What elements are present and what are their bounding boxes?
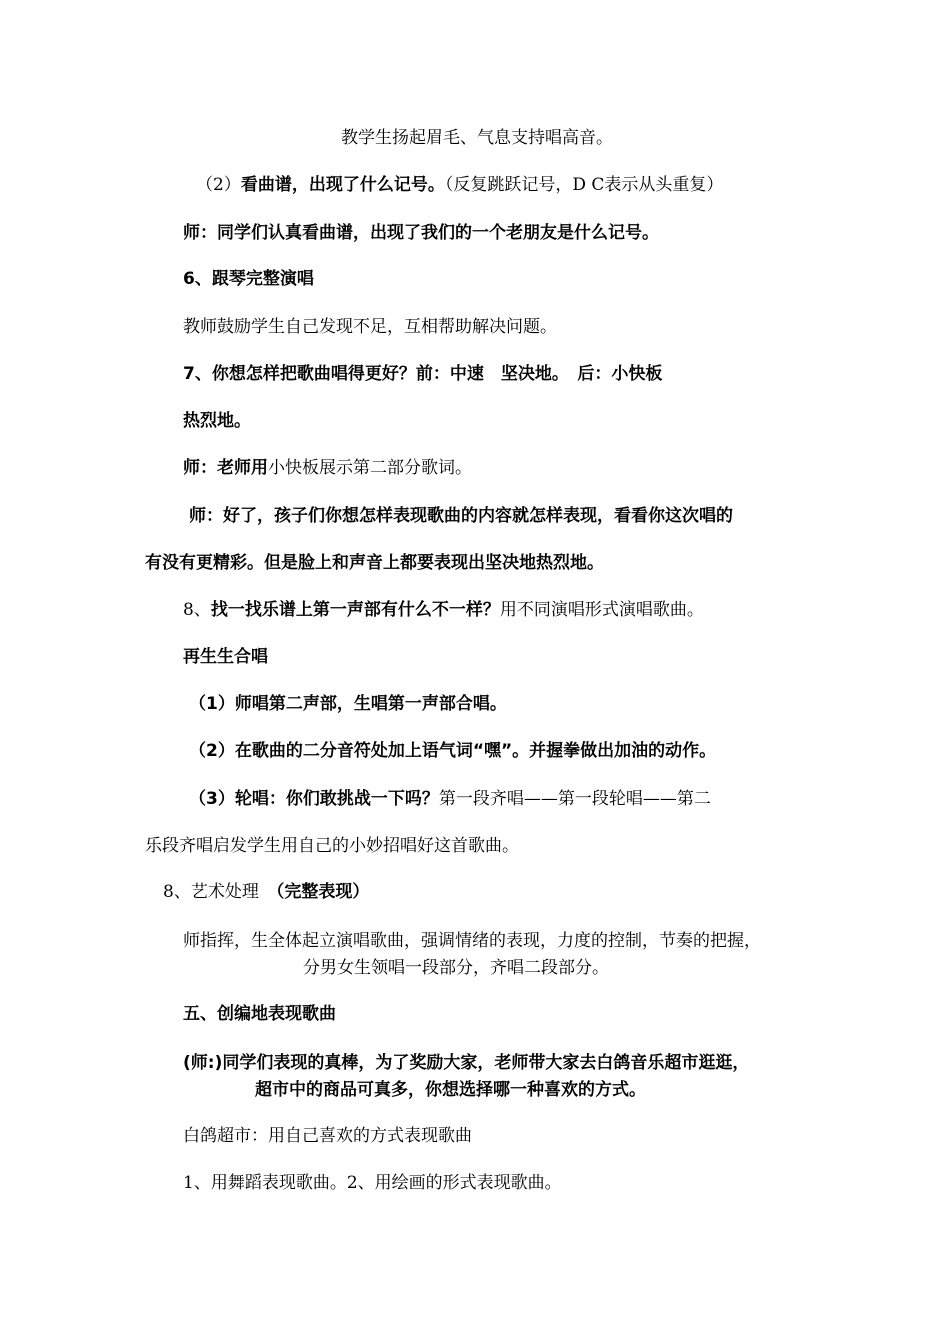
plain-text: 用不同演唱形式演唱歌曲。 bbox=[499, 600, 704, 620]
bold-text: 看曲谱，出现了什么记号。 bbox=[240, 175, 445, 195]
paragraph-line: 乐段齐唱启发学生用自己的小妙招唱好这首歌曲。 bbox=[145, 836, 519, 856]
paragraph-line: 再生生合唱 bbox=[183, 647, 268, 667]
bold-text: （完整表现） bbox=[275, 882, 370, 902]
paragraph-line: 有没有更精彩。但是脸上和声音上都要表现出坚决地热烈地。 bbox=[145, 553, 604, 573]
paragraph-line: 师：同学们认真看曲谱，出现了我们的一个老朋友是什么记号。 bbox=[183, 223, 659, 243]
paragraph-line: 师指挥，生全体起立演唱歌曲，强调情绪的表现，力度的控制，节奏的把握， bbox=[183, 931, 761, 951]
paragraph-line bbox=[196, 173, 723, 197]
list-item: （1）师唱第二声部，生唱第一声部合唱。 bbox=[189, 694, 507, 714]
paragraph-line: 教学生扬起眉毛、气息支持唱高音。 bbox=[341, 128, 613, 148]
paragraph-line: 分男女生领唱一段部分，齐唱二段部分。 bbox=[303, 958, 609, 978]
bold-text: 找一找乐谱上第一声部有什么不一样？ bbox=[210, 600, 500, 620]
list-item bbox=[189, 787, 711, 811]
plain-text: 第一段齐唱——第一段轮唱——第二 bbox=[438, 789, 711, 809]
paragraph-line: 1、用舞蹈表现歌曲。2、用绘画的形式表现歌曲。 bbox=[183, 1173, 562, 1193]
paragraph-line: 教师鼓励学生自己发现不足，互相帮助解决问题。 bbox=[183, 317, 557, 337]
line-note: （反复跳跃记号，D C表示从头重复） bbox=[444, 175, 724, 195]
section-heading bbox=[163, 880, 369, 904]
paragraph-line: 师：好了，孩子们你想怎样表现歌曲的内容就怎样表现，看看你这次唱的 bbox=[189, 506, 733, 526]
bold-text: （3）轮唱：你们敢挑战一下吗？ bbox=[189, 789, 439, 809]
paragraph-line: 超市中的商品可真多，你想选择哪一种喜欢的方式。 bbox=[255, 1080, 646, 1100]
section-heading: 7、你想怎样把歌曲唱得更好？前：中速 坚决地。 后：小快板 bbox=[183, 364, 663, 384]
section-heading: 五、创编地表现歌曲 bbox=[183, 1004, 336, 1024]
line-prefix: 8、 bbox=[183, 600, 211, 620]
line-prefix: （2） bbox=[196, 175, 241, 195]
bold-text: 师：老师用 bbox=[183, 458, 268, 478]
list-item: （2）在歌曲的二分音符处加上语气词“嘿”。并握拳做出加油的动作。 bbox=[189, 741, 717, 761]
plain-text: 小快板展示第二部分歌词。 bbox=[268, 458, 472, 478]
paragraph-line bbox=[183, 456, 472, 480]
paragraph-line: (师:)同学们表现的真棒，为了奖励大家，老师带大家去白鸽音乐超市逛逛， bbox=[183, 1053, 750, 1073]
paragraph-line bbox=[183, 598, 704, 622]
plain-text: 8、艺术处理 bbox=[163, 882, 276, 902]
section-heading: 6、跟琴完整演唱 bbox=[183, 269, 314, 289]
paragraph-line: 白鸽超市：用自己喜欢的方式表现歌曲 bbox=[183, 1126, 472, 1146]
paragraph-line: 热烈地。 bbox=[183, 411, 251, 431]
